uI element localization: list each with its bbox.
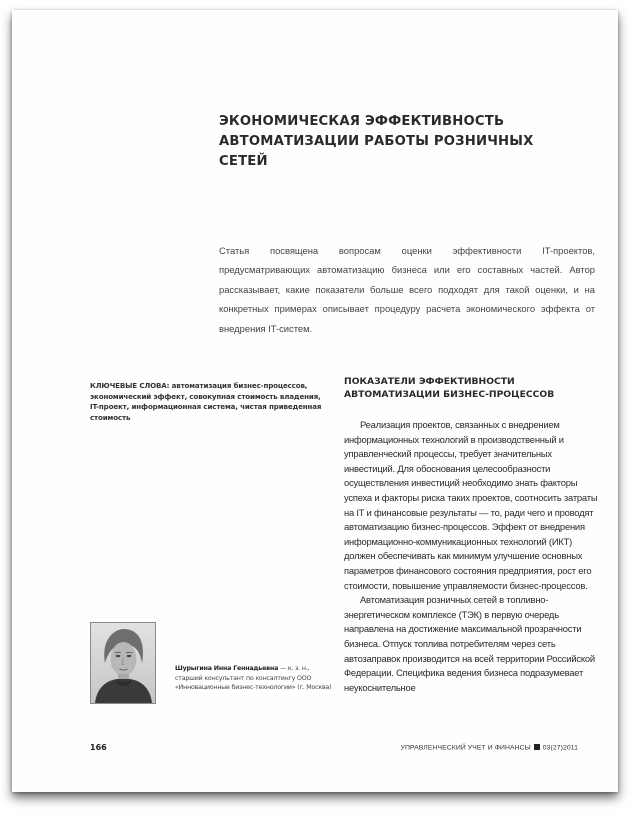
author-details: — к. э. н., старший консультант по консалтингу ООО «Инновационные бизнес-технологии» (г. Москва): [175, 665, 332, 692]
keywords-label: КЛЮЧЕВЫЕ СЛОВА:: [90, 381, 170, 390]
journal-name: УПРАВЛЕНЧЕСКИЙ УЧЕТ И ФИНАНСЫ: [400, 744, 531, 752]
author-photo: [90, 622, 156, 704]
journal-issue: 03(27)2011: [542, 744, 578, 752]
author-name: Шурыгина Инна Геннадьевна: [175, 665, 279, 672]
body-column: [344, 418, 599, 695]
journal-footer: [401, 744, 578, 752]
square-bullet-icon: [534, 744, 540, 750]
author-info: [175, 664, 333, 693]
article-abstract: Статья посвящена вопросам оценки эффективности IT-проектов, предусматривающих автоматизацию бизнеса или его составных частей. Автор рассказывает, какие показатели больше всего подходят для такой оценки, и на конкретных примерах описывает процедуру расчета экономического эффекта от внедрения IT-систем.: [219, 245, 595, 334]
section-heading: ПОКАЗАТЕЛИ ЭФФЕКТИВНОСТИ АВТОМАТИЗАЦИИ БИЗНЕС-ПРОЦЕССОВ: [344, 376, 555, 400]
article-title: ЭКОНОМИЧЕСКАЯ ЭФФЕКТИВНОСТЬ АВТОМАТИЗАЦИИ РАБОТЫ РОЗНИЧНЫХ СЕТЕЙ: [219, 114, 534, 169]
body-paragraph: Автоматизация розничных сетей в топливно-энергетическом комплексе (ТЭК) в первую очередь направлена на достижение максимальной прозрачности бизнеса. Отпуск топлива потребителям через сеть автозаправок производится на всей территории Российской Федерации. Специфика ведения бизнеса подразумевает неукоснительное: [344, 594, 595, 693]
keywords-text: автоматизация бизнес-процессов, экономический эффект, совокупная стоимость владения, IT-проект, информационная система, чистая приведенная стоимость: [90, 381, 322, 422]
journal-page: [12, 10, 618, 792]
body-paragraph: Реализация проектов, связанных с внедрением информационных технологий в производственный и управленческий процессы, требует значительных инвестиций. Для обоснования целесообразности осуществления инвестиций необходимо знать факторы успеха и факторы риска таких проектов, соотносить затраты на IT и финансовые результаты — то, ради чего и проводят автоматизацию бизнес-процессов. Эффект от внедрения информационно-коммуникационных технологий (ИКТ) должен обеспечивать как минимум улучшение основных параметров финансового состояния предприятия, рост его стоимости, повышение управляемости бизнес-процессов.: [344, 419, 598, 591]
keywords-block: [90, 381, 330, 423]
page-number: 166: [90, 743, 107, 752]
